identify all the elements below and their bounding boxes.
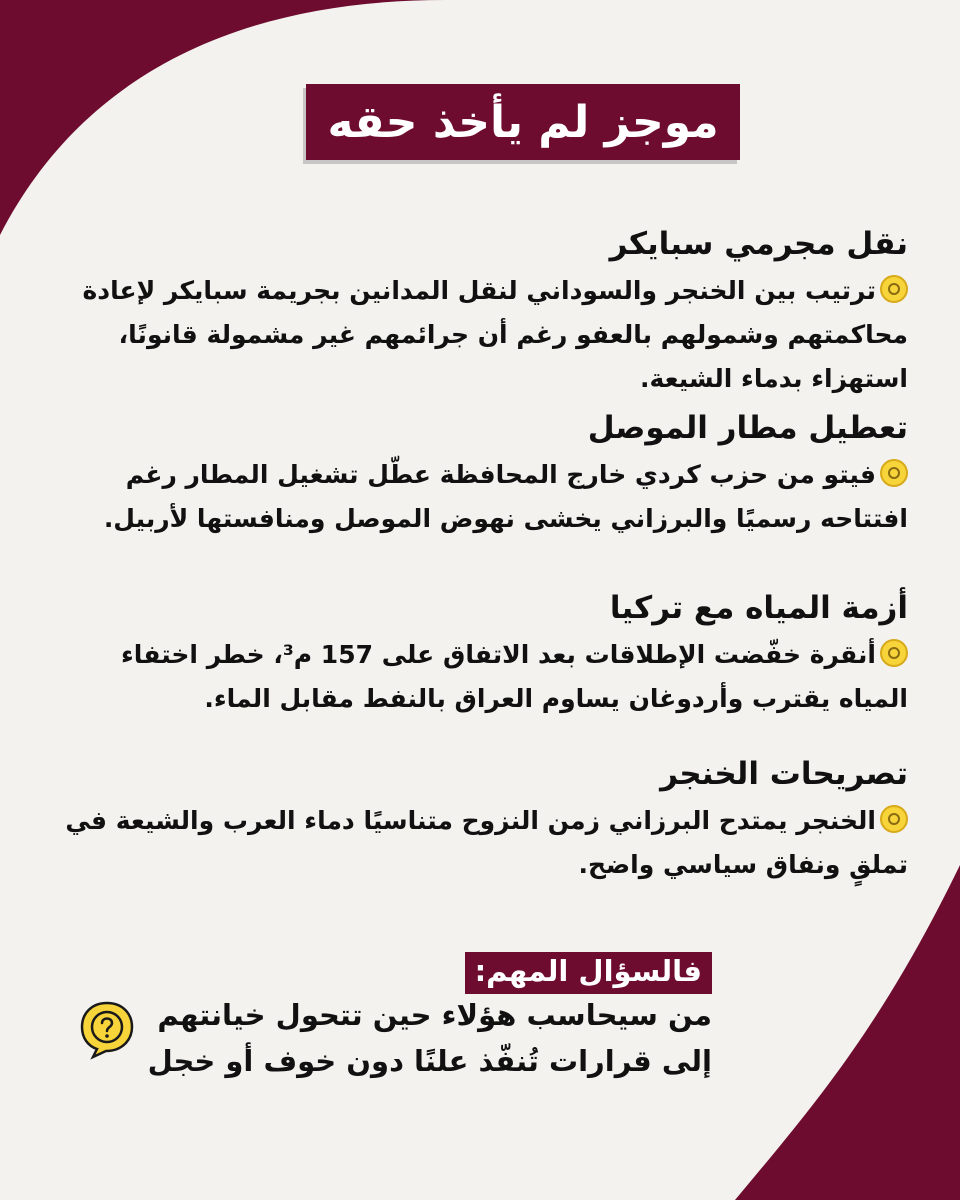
section-khanjar-statements bbox=[48, 756, 908, 887]
section-mosul-airport bbox=[48, 410, 908, 541]
section-heading: تصريحات الخنجر bbox=[660, 756, 908, 792]
section-spyker bbox=[48, 226, 908, 401]
section-heading: أزمة المياه مع تركيا bbox=[609, 590, 908, 626]
section-body-wrap bbox=[48, 453, 908, 541]
coin-bullet-icon bbox=[880, 275, 908, 303]
page-title: موجز لم يأخذ حقه bbox=[306, 84, 740, 160]
question-text: من سيحاسب هؤلاء حين تتحول خيانتهم إلى قرارات تُنفّذ علنًا دون خوف أو خجل bbox=[147, 998, 712, 1078]
section-body-wrap bbox=[48, 799, 908, 887]
question-bubble-icon bbox=[78, 1000, 136, 1060]
section-water-crisis bbox=[48, 590, 908, 721]
section-heading: تعطيل مطار الموصل bbox=[587, 410, 908, 446]
section-body-wrap bbox=[48, 633, 908, 721]
coin-bullet-icon bbox=[880, 459, 908, 487]
section-body-wrap bbox=[48, 269, 908, 401]
section-heading: نقل مجرمي سبايكر bbox=[609, 226, 908, 262]
section-body: ترتيب بين الخنجر والسوداني لنقل المدانين بجريمة سبايكر لإعادة محاكمتهم وشمولهم بالعفو رغم أن جرائمهم غير مشمولة قانونًا، استهزاء بدماء الشيعة. bbox=[82, 276, 908, 394]
section-body: فيتو من حزب كردي خارج المحافظة عطّل تشغيل المطار رغم افتتاحه رسميًا والبرزاني يخشى نهوض الموصل ومنافستها لأربيل. bbox=[103, 460, 908, 534]
section-body: أنقرة خفّضت الإطلاقات بعد الاتفاق على 157 م³، خطر اختفاء المياه يقترب وأردوغان يساوم العراق بالنفط مقابل الماء. bbox=[121, 640, 908, 714]
coin-bullet-icon bbox=[880, 639, 908, 667]
section-body: الخنجر يمتدح البرزاني زمن النزوح متناسيًا دماء العرب والشيعة في تملقٍ ونفاق سياسي واضح. bbox=[65, 806, 908, 880]
coin-bullet-icon bbox=[880, 805, 908, 833]
question-label: فالسؤال المهم: bbox=[465, 952, 712, 994]
